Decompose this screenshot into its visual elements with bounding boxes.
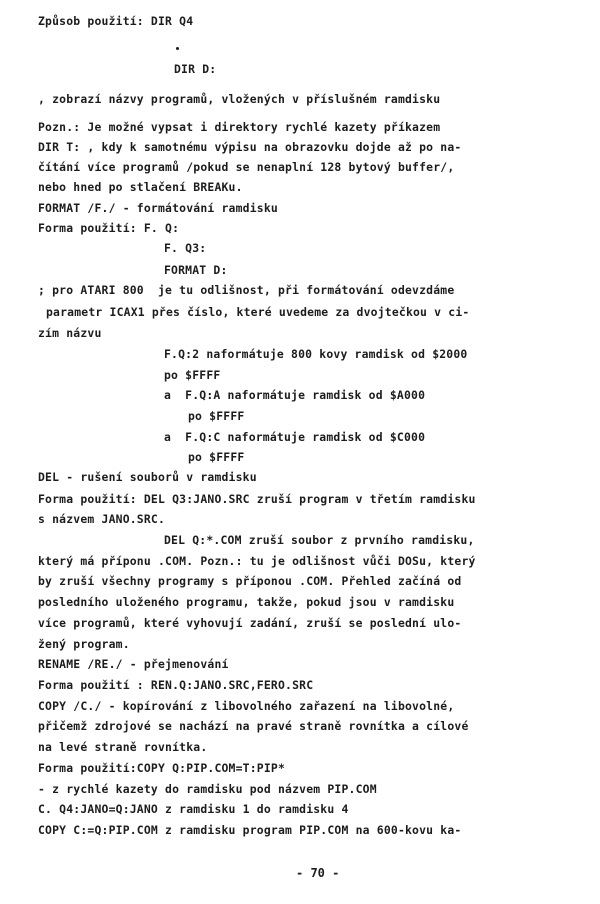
text-line: , zobrazí názvy programů, vložených v příslušném ramdisku (38, 92, 441, 106)
section-heading: COPY /C./ - kopírování z libovolného zařazení na libovolné, (38, 699, 455, 713)
text-line: zím názvu (38, 326, 102, 340)
text-line: po $FFFF (164, 368, 221, 382)
text-line: Forma použití:COPY Q:PIP.COM=T:PIP* (38, 761, 286, 775)
text-line: Forma použití: DEL Q3:JANO.SRC zruší program v třetím ramdisku (38, 492, 476, 506)
text-line: posledního uloženého programu, takže, pokud jsou v ramdisku (38, 595, 455, 609)
text-line: ; pro ATARI 800 je tu odlišnost, při formátování odevzdáme (38, 283, 455, 297)
section-heading: DEL - rušení souborů v ramdisku (38, 470, 257, 484)
text-line: DEL Q:*.COM zruší soubor z prvního ramdisku, (164, 533, 475, 547)
text-line: Pozn.: Je možné vypsat i direktory rychlé kazety příkazem (38, 120, 441, 134)
text-line: FORMAT D: (164, 263, 228, 277)
text-line: čítání více programů /pokud se nenaplní 128 bytový buffer/, (38, 160, 455, 174)
text-line: DIR D: (174, 62, 217, 76)
text-line: s názvem JANO.SRC. (38, 512, 166, 526)
text-line: který má příponu .COM. Pozn.: tu je odlišnost vůči DOSu, který (38, 554, 476, 568)
section-heading: RENAME /RE./ - přejmenování (38, 657, 229, 671)
text-line: žený program. (38, 637, 130, 651)
text-line: by zruší všechny programy s příponou .COM. Přehled začíná od (38, 574, 462, 588)
text-line: a F.Q:A naformátuje ramdisk od $A000 (164, 388, 426, 402)
section-heading: FORMAT /F./ - formátování ramdisku (38, 201, 278, 215)
text-line: parametr ICAX1 přes číslo, které uvedeme za dvojtečkou v ci- (46, 305, 470, 319)
text-line: více programů, které vyhovují zadání, zruší se poslední ulo- (38, 616, 462, 630)
text-line: F. Q3: (164, 241, 207, 255)
text-line: Forma použití : REN.Q:JANO.SRC,FERO.SRC (38, 678, 314, 692)
text-line: Způsob použití: DIR Q4 (38, 14, 194, 28)
text-line: F.Q:2 naformátuje 800 kovy ramdisk od $2000 (164, 347, 468, 361)
text-line: a F.Q:C naformátuje ramdisk od $C000 (164, 430, 426, 444)
text-line: COPY C:=Q:PIP.COM z ramdisku program PIP.COM na 600-kovu ka- (38, 823, 462, 837)
text-line: po $FFFF (188, 450, 245, 464)
page-number: - 70 - (296, 866, 340, 880)
bullet-dot (176, 47, 179, 50)
text-line: po $FFFF (188, 409, 245, 423)
text-line: C. Q4:JANO=Q:JANO z ramdisku 1 do ramdisku 4 (38, 802, 349, 816)
text-line: Forma použití: F. Q: (38, 221, 180, 235)
text-line: nebo hned po stlačení BREAKu. (38, 180, 243, 194)
text-line: DIR T: , kdy k samotnému výpisu na obrazovku dojde až po na- (38, 140, 462, 154)
text-line: - z rychlé kazety do ramdisku pod názvem PIP.COM (38, 782, 377, 796)
text-line: na levé straně rovnítka. (38, 740, 208, 754)
text-line: přičemž zdrojové se nachází na pravé straně rovnítka a cílové (38, 719, 469, 733)
